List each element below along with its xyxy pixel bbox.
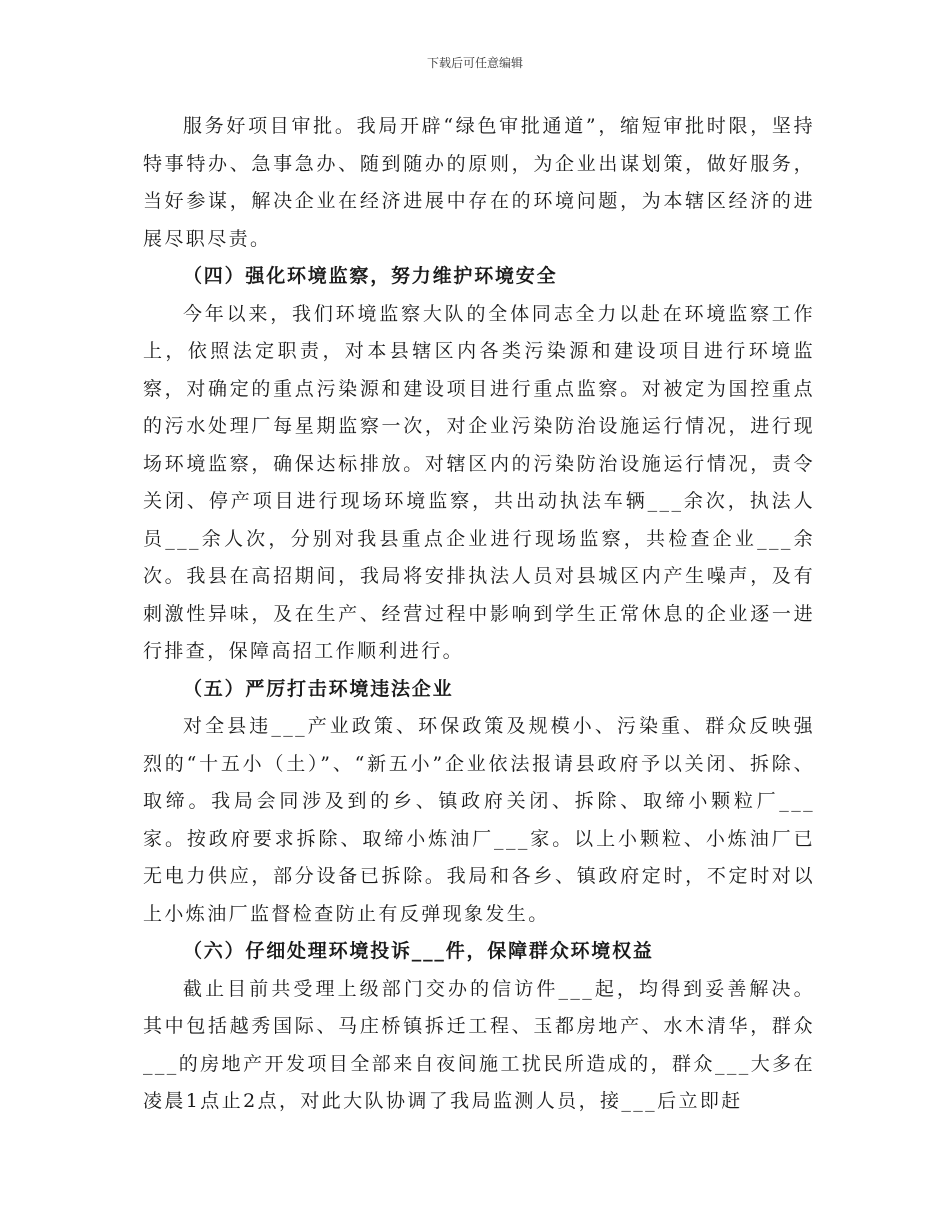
section-heading-6: （六）仔细处理环境投诉___件，保障群众环境权益 — [183, 940, 654, 962]
paragraph-illegal-enterprises: 对全县违___产业政策、环保政策及规模小、污染重、群众反映强烈的“十五小（土）”、“新五小”企业依法报请县政府予以关闭、拆除、取缔。我局会同涉及到的乡、镇政府关闭、拆除、取缔小颗粒厂___家。按政府要求拆除、取缔小炼油厂___家。以上小颗粒、小炼油厂已无电力供应，部分设备已拆除。我局和各乡、镇政府定时，不定时对以上小炼油厂监督检查防止有反弹现象发生。 — [143, 715, 815, 925]
document-body — [143, 108, 815, 1121]
paragraph-approval-service: 服务好项目审批。我局开辟“绿色审批通道”，缩短审批时限，坚持特事特办、急事急办、随到随办的原则，为企业出谋划策，做好服务，当好参谋，解决企业在经济进展中存在的环境问题，为本辖区经济的进展尽职尽责。 — [143, 115, 815, 250]
paragraph-complaints: 截止目前共受理上级部门交办的信访件___起，均得到妥善解决。其中包括越秀国际、马庄桥镇拆迁工程、玉都房地产、水木清华，群众___的房地产开发项目全部来自夜间施工扰民所造成的，群众___大多在凌晨1点止2点，对此大队协调了我局监测人员，接___后立即赶 — [143, 977, 815, 1112]
section-heading-5: （五）严厉打击环境违法企业 — [183, 677, 454, 700]
paragraph-environmental-supervision: 今年以来，我们环境监察大队的全体同志全力以赴在环境监察工作上，依照法定职责，对本县辖区内各类污染源和建设项目进行环境监察，对确定的重点污染源和建设项目进行重点监察。对被定为国控重点的污水处理厂每星期监察一次，对企业污染防治设施运行情况，进行现场环境监察，确保达标排放。对辖区内的污染防治设施运行情况，责令关闭、停产项目进行现场环境监察，共出动执法车辆___余次，执法人员___余人次，分别对我县重点企业进行现场监察，共检查企业___余次。我县在高招期间，我局将安排执法人员对县城区内产生噪声，及有刺激性异味，及在生产、经营过程中影响到学生正常休息的企业逐一进行排查，保障高招工作顺利进行。 — [143, 302, 815, 662]
page-header-note: 下载后可任意编辑 — [426, 56, 523, 70]
section-heading-4: （四）强化环境监察，努力维护环境安全 — [183, 265, 558, 287]
